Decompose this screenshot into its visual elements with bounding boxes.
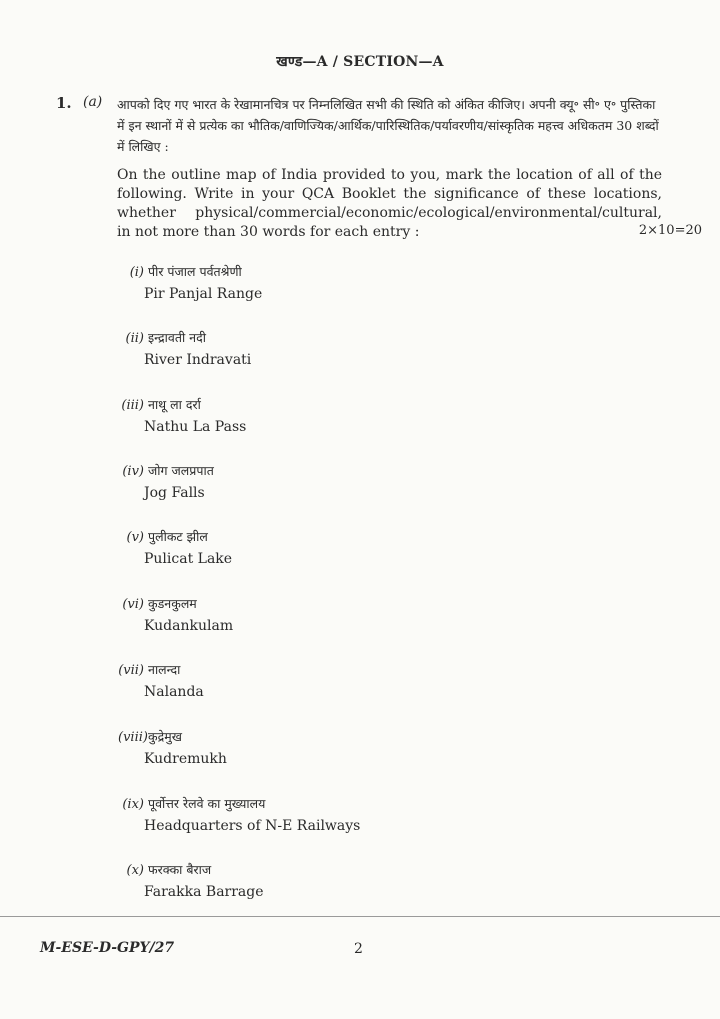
item-hindi: पुलीकट झील bbox=[148, 529, 208, 544]
question-part: (a) bbox=[83, 94, 103, 110]
item-number: (vi) bbox=[122, 597, 144, 612]
item-english: Pulicat Lake bbox=[144, 551, 233, 567]
item-number: (iii) bbox=[121, 398, 144, 413]
item-hindi: पूर्वोत्तर रेलवे का मुख्यालय bbox=[148, 796, 266, 811]
list-item bbox=[118, 795, 618, 834]
item-number: (ii) bbox=[125, 331, 144, 346]
item-english: Farakka Barrage bbox=[144, 884, 264, 900]
item-english: River Indravati bbox=[144, 352, 252, 368]
item-english: Nathu La Pass bbox=[144, 419, 247, 435]
question-number: 1. bbox=[56, 94, 72, 112]
item-hindi: कुडनकुलम bbox=[148, 596, 197, 611]
item-english: Headquarters of N-E Railways bbox=[144, 818, 361, 834]
paper-code: M-ESE-D-GPY/27 bbox=[40, 940, 175, 956]
question-text-hindi: आपको दिए गए भारत के रेखामानचित्र पर निम्नलिखित सभी की स्थिति को अंकित कीजिए। अपनी क्यू॰ सी॰ ए॰ पुस्तिका में इन स्थानों में से प्रत्येक का भौतिक/वाणिज्यिक/आर्थिक/पारिस्थितिक/पर्यावरणीय/सांस्कृतिक महत्त्व अधिकतम 30 शब्दों में लिखिए : bbox=[117, 97, 659, 154]
item-english: Nalanda bbox=[144, 684, 204, 700]
item-number: (v) bbox=[126, 530, 144, 545]
list-item bbox=[118, 263, 618, 302]
page-number: 2 bbox=[354, 941, 363, 957]
item-hindi: नालन्दा bbox=[148, 662, 181, 677]
item-hindi: नाथू ला दर्रा bbox=[148, 397, 201, 412]
item-hindi: कुद्रेमुख bbox=[148, 729, 182, 744]
list-item bbox=[118, 528, 618, 567]
item-english: Kudremukh bbox=[144, 751, 227, 767]
footer-divider bbox=[0, 916, 720, 917]
list-item bbox=[118, 861, 618, 900]
item-hindi: फरक्का बैराज bbox=[148, 862, 212, 877]
item-number: (viii) bbox=[118, 730, 148, 745]
item-number: (ix) bbox=[122, 797, 144, 812]
list-item bbox=[118, 396, 618, 435]
list-item bbox=[118, 462, 618, 501]
item-english: Pir Panjal Range bbox=[144, 286, 263, 302]
item-number: (x) bbox=[126, 863, 144, 878]
item-hindi: इन्द्रावती नदी bbox=[148, 330, 206, 345]
marks-allocation: 2×10=20 bbox=[638, 223, 702, 238]
list-item bbox=[118, 661, 618, 700]
list-item bbox=[118, 329, 618, 368]
item-english: Kudankulam bbox=[144, 618, 234, 634]
question-text-english: On the outline map of India provided to you, mark the location of all of the following. Write in your QCA Booklet the significance of these locations, whether physical/commercial/economic/ecological/environmental/cultural, in not more than 30 words for each entry : bbox=[117, 167, 662, 240]
list-item bbox=[118, 595, 618, 634]
item-english: Jog Falls bbox=[144, 485, 205, 501]
item-number: (i) bbox=[129, 265, 144, 280]
item-number: (iv) bbox=[122, 464, 144, 479]
item-hindi: जोग जलप्रपात bbox=[148, 463, 214, 478]
list-item bbox=[118, 728, 618, 767]
section-title: खण्ड—A / SECTION—A bbox=[276, 54, 444, 70]
item-number: (vii) bbox=[118, 663, 144, 678]
item-hindi: पीर पंजाल पर्वतश्रेणी bbox=[148, 264, 242, 279]
